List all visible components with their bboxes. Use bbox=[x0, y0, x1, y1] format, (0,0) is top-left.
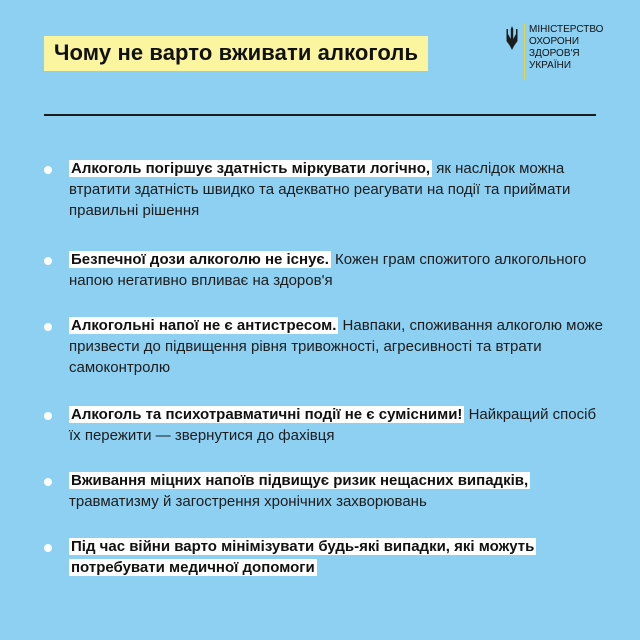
highlighted-text: Алкоголь та психотравматичні події не є сумісними! bbox=[71, 406, 463, 423]
body-text: Кожен грам спожитого алкогольного напою негативно впливає на здоров'я bbox=[69, 251, 587, 289]
facts-list bbox=[44, 158, 604, 578]
highlighted-text: Алкоголь погіршує здатність міркувати логічно, bbox=[71, 160, 431, 177]
body-text: травматизму й загострення хронічних захворювань bbox=[69, 493, 427, 510]
list-item bbox=[44, 315, 604, 378]
highlighted-text: Безпечної дози алкоголю не існує. bbox=[71, 251, 329, 268]
ministry-name-line: МІНІСТЕРСТВО bbox=[529, 24, 604, 35]
ministry-name-line: УКРАЇНИ bbox=[529, 60, 572, 71]
list-item-text bbox=[69, 158, 604, 221]
list-item bbox=[44, 158, 604, 221]
list-item-text bbox=[69, 315, 604, 378]
highlighted-text: Вживання міцних напоїв підвищує ризик нещасних випадків, bbox=[71, 472, 529, 489]
list-item-text bbox=[69, 404, 604, 446]
list-item bbox=[44, 404, 604, 446]
body-text: Навпаки, споживання алкоголю може призвести до підвищення рівня тривожності, агресивності та втрати самоконтролю bbox=[69, 317, 604, 376]
bullet-icon bbox=[44, 412, 52, 420]
divider-line bbox=[44, 114, 596, 116]
page-title: Чому не варто вживати алкоголь bbox=[44, 36, 428, 71]
list-item bbox=[44, 536, 604, 578]
list-item-text bbox=[69, 536, 604, 578]
ministry-name-line: ЗДОРОВ'Я bbox=[529, 48, 580, 59]
highlighted-text: Алкогольні напої не є антистресом. bbox=[71, 317, 337, 334]
body-text: як наслідок можна втратити здатність швидко та адекватно реагувати на події та приймати правильні рішення bbox=[69, 160, 571, 219]
bullet-icon bbox=[44, 544, 52, 552]
list-item-text bbox=[69, 249, 604, 291]
highlighted-text: Під час війни варто мінімізувати будь-які випадки, які можуть потребувати медичної допомоги bbox=[71, 538, 535, 576]
ministry-name bbox=[529, 24, 603, 72]
bullet-icon bbox=[44, 257, 52, 265]
trident-icon bbox=[505, 25, 519, 51]
ministry-logo bbox=[505, 24, 603, 80]
list-item bbox=[44, 249, 604, 291]
logo-divider bbox=[524, 24, 525, 80]
body-text: Найкращий спосіб їх пережити — звернутися до фахівця bbox=[69, 406, 597, 444]
list-item-text bbox=[69, 470, 604, 512]
bullet-icon bbox=[44, 478, 52, 486]
ministry-name-line: ОХОРОНИ bbox=[529, 36, 580, 47]
bullet-icon bbox=[44, 323, 52, 331]
bullet-icon bbox=[44, 166, 52, 174]
list-item bbox=[44, 470, 604, 512]
